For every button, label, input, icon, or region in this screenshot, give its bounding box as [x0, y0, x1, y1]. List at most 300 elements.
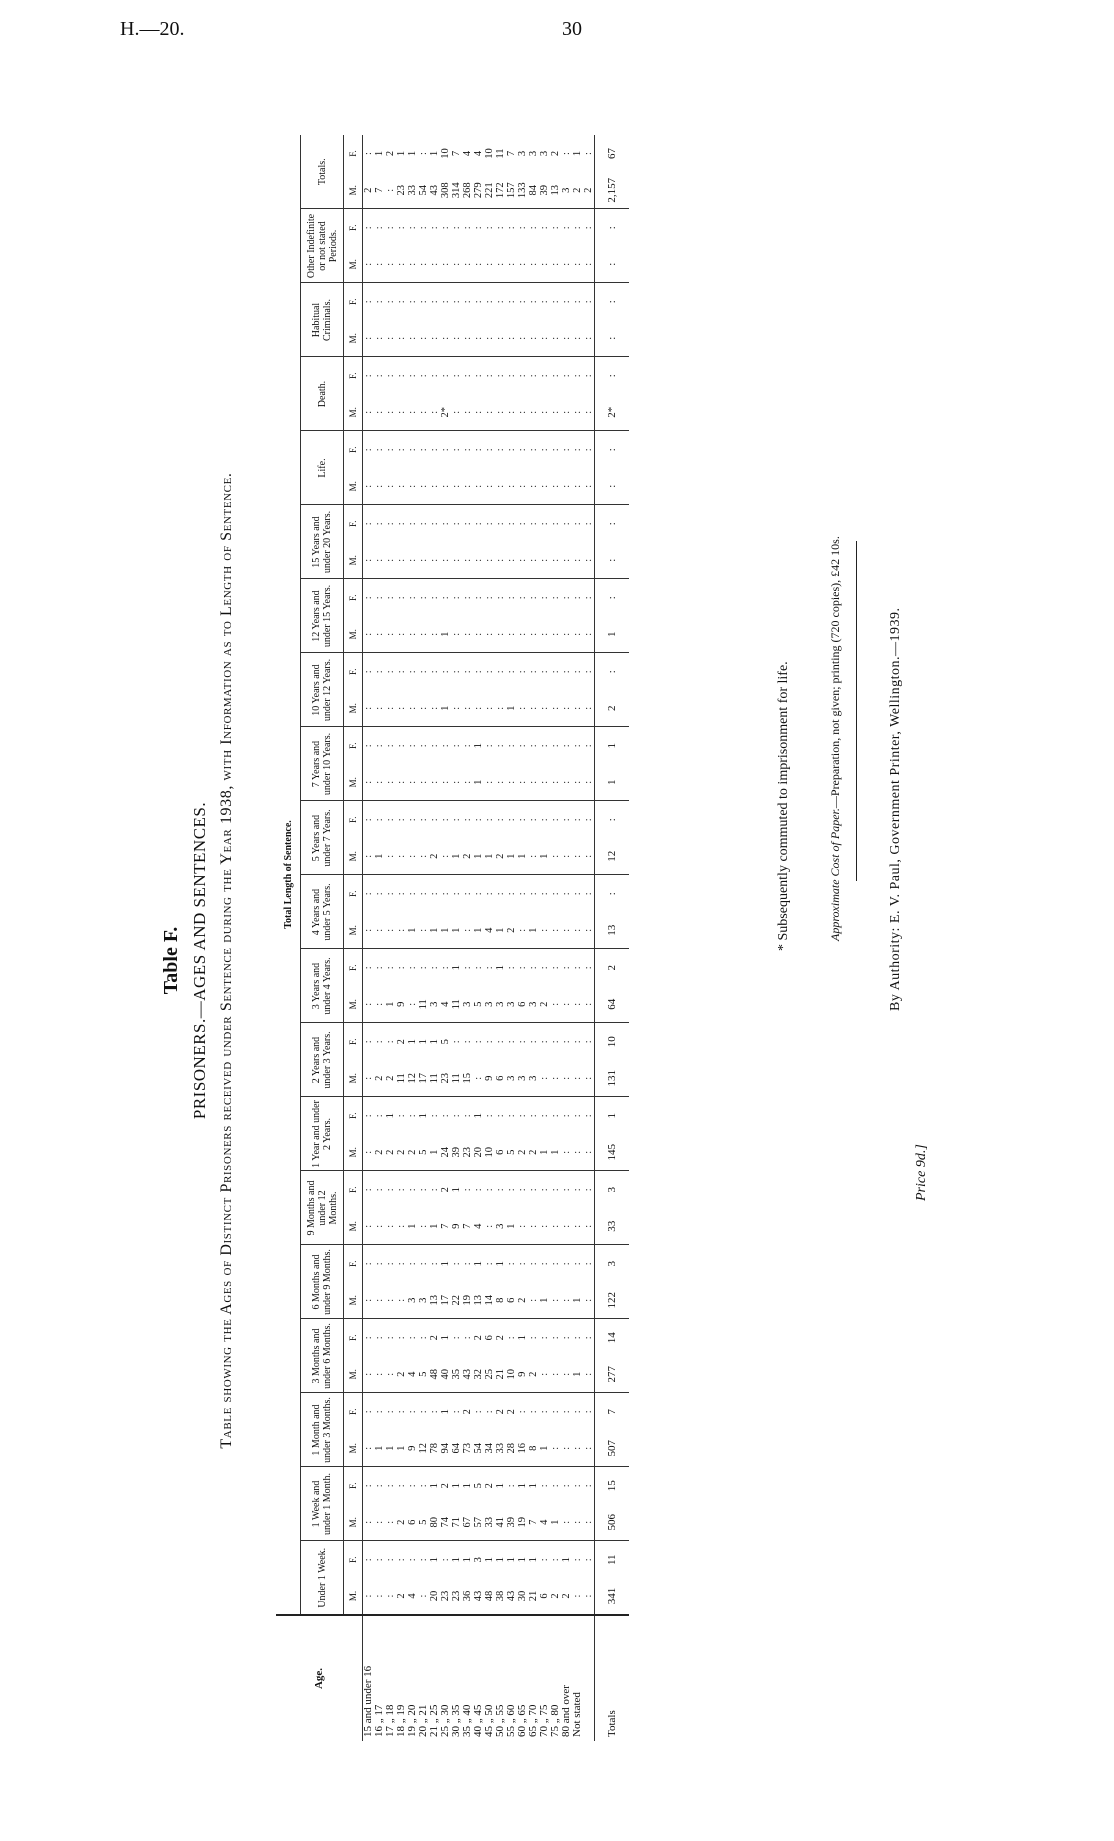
table-cell: :	[506, 1114, 517, 1118]
table-cell: 2	[506, 1409, 517, 1415]
table-cell: :	[561, 616, 572, 653]
table-cell: :	[429, 616, 440, 653]
table-cell: 3	[539, 150, 550, 157]
female-subheader: F.	[344, 209, 363, 246]
table-cell: :	[495, 1114, 506, 1118]
table-cell: :	[374, 764, 385, 801]
table-cell: 6	[484, 1335, 495, 1341]
table-cell: :	[528, 300, 539, 304]
table-cell: :	[396, 838, 407, 875]
table-cell: :	[363, 966, 374, 970]
table-cell: :	[517, 394, 528, 431]
table-cell: :	[572, 522, 583, 526]
table-cell: :	[363, 744, 374, 748]
table-cell: :	[517, 448, 528, 452]
table-cell: :	[462, 468, 473, 505]
table-cell: :	[484, 542, 495, 579]
table-cell: :	[539, 690, 550, 727]
table-cell: :	[385, 764, 396, 801]
table-cell: 23	[462, 1134, 473, 1171]
table-cell: 1	[407, 150, 418, 157]
table-cell: :	[484, 1188, 495, 1192]
table-cell: :	[550, 818, 561, 822]
table-cell: 133	[517, 172, 528, 209]
table-cell: :	[407, 246, 418, 283]
age-label: 75 „ 80	[549, 1704, 561, 1737]
table-cell: :	[473, 246, 484, 283]
group-header: 7 Years and under 10 Years.	[301, 727, 344, 801]
table-cell: :	[495, 690, 506, 727]
table-cell: 1	[517, 1335, 528, 1341]
table-row	[539, 135, 550, 1741]
totals-cell: :	[595, 801, 630, 838]
table-row	[484, 135, 495, 1741]
table-cell: 12	[407, 1060, 418, 1097]
table-cell: :	[396, 246, 407, 283]
table-cell: :	[462, 1336, 473, 1340]
table-cell: :	[572, 818, 583, 822]
table-cell: 1	[451, 1483, 462, 1489]
table-cell: 2	[440, 1483, 451, 1489]
table-cell: 1	[495, 912, 506, 949]
table-cell: :	[374, 1262, 385, 1266]
table-cell: :	[473, 966, 484, 970]
table-cell: :	[374, 374, 385, 378]
table-cell: :	[583, 246, 595, 283]
female-subheader: F.	[344, 1171, 363, 1208]
table-cell: 3	[495, 1208, 506, 1245]
table-cell: :	[407, 320, 418, 357]
table-cell: 1	[506, 1208, 517, 1245]
table-cell: :	[473, 1188, 484, 1192]
table-cell: 80	[429, 1504, 440, 1541]
table-cell: 4	[440, 986, 451, 1023]
table-cell: :	[550, 1040, 561, 1044]
table-cell: :	[451, 448, 462, 452]
table-cell: :	[528, 1208, 539, 1245]
table-cell: :	[561, 1262, 572, 1266]
page-header-reference: H.—20.	[120, 18, 185, 40]
table-cell: :	[528, 374, 539, 378]
table-row	[440, 135, 451, 1741]
table-cell: :	[429, 1188, 440, 1192]
table-cell: :	[583, 320, 595, 357]
table-cell: 7	[451, 150, 462, 157]
group-header: 2 Years and under 3 Years.	[301, 1023, 344, 1097]
table-cell: :	[539, 226, 550, 230]
table-row	[583, 135, 595, 1741]
table-cell: :	[462, 1040, 473, 1044]
table-cell: :	[407, 1558, 418, 1562]
table-cell: 24	[440, 1134, 451, 1171]
totals-cell: 145	[595, 1134, 630, 1171]
table-cell: :	[440, 1114, 451, 1118]
table-cell: :	[550, 1484, 561, 1488]
table-cell: 7	[374, 172, 385, 209]
table-cell: :	[473, 542, 484, 579]
table-cell: :	[418, 690, 429, 727]
table-cell: :	[561, 394, 572, 431]
table-cell: :	[363, 1188, 374, 1192]
table-cell: :	[495, 818, 506, 822]
table-cell: :	[440, 226, 451, 230]
table-cell: :	[583, 744, 594, 748]
table-cell: :	[418, 616, 429, 653]
table-cell: :	[451, 226, 462, 230]
table-cell: 1	[440, 1261, 451, 1267]
table-cell: 3	[418, 1282, 429, 1319]
table-cell: 2	[583, 172, 595, 209]
age-label: 19 „ 20	[406, 1704, 418, 1737]
table-cell: :	[418, 596, 429, 600]
table-cell: :	[572, 300, 583, 304]
table-cell: :	[385, 1188, 396, 1192]
female-subheader: F.	[344, 1467, 363, 1504]
table-row	[506, 135, 517, 1741]
table-cell: :	[451, 300, 462, 304]
table-cell: :	[561, 986, 572, 1023]
table-cell: 6	[517, 986, 528, 1023]
table-cell: :	[528, 1336, 539, 1340]
table-cell: 8	[528, 1430, 539, 1467]
table-cell: 1	[429, 1039, 440, 1045]
table-cell: 1	[429, 1483, 440, 1489]
totals-cell: :	[595, 875, 630, 912]
table-cell: :	[550, 448, 561, 452]
group-header: Under 1 Week.	[301, 1541, 344, 1615]
table-cell: :	[396, 744, 407, 748]
table-cell: :	[385, 300, 396, 304]
male-subheader: M.	[344, 1356, 363, 1393]
table-cell: :	[572, 764, 583, 801]
table-cell: :	[484, 818, 495, 822]
table-cell: :	[451, 818, 462, 822]
table-cell: 1	[429, 1557, 440, 1563]
table-cell: :	[583, 1060, 595, 1097]
table-cell: 3	[495, 986, 506, 1023]
table-cell: 2	[385, 150, 396, 157]
age-label: 35 „ 40	[461, 1704, 473, 1737]
table-cell: 5	[418, 1134, 429, 1171]
table-cell: :	[495, 892, 506, 896]
table-cell: :	[572, 1060, 583, 1097]
table-cell: :	[583, 300, 594, 304]
table-cell: 2	[462, 1409, 473, 1415]
table-cell: :	[517, 1188, 528, 1192]
table-cell: :	[440, 670, 451, 674]
table-cell: :	[583, 892, 594, 896]
table-cell: :	[572, 468, 583, 505]
table-cell: :	[407, 300, 418, 304]
table-cell: :	[583, 1282, 595, 1319]
table-cell: 2	[440, 1187, 451, 1193]
totals-cell: 14	[595, 1319, 630, 1356]
table-cell: :	[396, 468, 407, 505]
female-subheader: F.	[344, 579, 363, 616]
table-cell: 1	[473, 1113, 484, 1119]
table-cell: :	[407, 468, 418, 505]
table-cell: :	[385, 172, 396, 209]
table-cell: :	[583, 1430, 595, 1467]
totals-cell: 2*	[595, 394, 630, 431]
table-cell: 6	[495, 1060, 506, 1097]
table-cell: 23	[440, 1578, 451, 1615]
table-cell: :	[407, 226, 418, 230]
table-cell: :	[517, 616, 528, 653]
table-cell: 11	[451, 1060, 462, 1097]
table-cell: 3	[528, 1060, 539, 1097]
female-subheader: F.	[344, 1097, 363, 1134]
table-cell: 1	[418, 1113, 429, 1119]
table-cell: :	[583, 818, 594, 822]
table-cell: :	[363, 1430, 375, 1467]
table-row	[451, 135, 462, 1741]
table-cell: :	[429, 1114, 440, 1118]
table-cell: :	[539, 1558, 550, 1562]
page-number: 30	[562, 18, 582, 40]
table-cell: 3	[462, 986, 473, 1023]
table-cell: :	[550, 690, 561, 727]
table-cell: :	[583, 1134, 595, 1171]
table-cell: 2	[396, 1039, 407, 1045]
table-cell: 1	[539, 1134, 550, 1171]
table-cell: :	[363, 912, 375, 949]
table-cell: :	[407, 1262, 418, 1266]
table-cell: :	[407, 1410, 418, 1414]
totals-cell: :	[595, 357, 630, 394]
table-cell: :	[363, 1504, 375, 1541]
table-cell: :	[462, 764, 473, 801]
table-cell: :	[539, 966, 550, 970]
table-cell: 1	[407, 912, 418, 949]
table-cell: 20	[473, 1134, 484, 1171]
table-cell: :	[572, 1134, 583, 1171]
table-cell: :	[517, 226, 528, 230]
male-subheader: M.	[344, 394, 363, 431]
table-cell: :	[506, 1262, 517, 1266]
table-cell: :	[429, 1262, 440, 1266]
table-cell: 2	[550, 1578, 561, 1615]
table-cell: :	[583, 1336, 594, 1340]
table-cell: :	[429, 226, 440, 230]
table-cell: :	[385, 1558, 396, 1562]
table-cell: :	[583, 1208, 595, 1245]
table-cell: :	[583, 838, 595, 875]
table-cell: :	[473, 818, 484, 822]
table-cell: 1	[517, 838, 528, 875]
table-cell: :	[407, 1336, 418, 1340]
table-cell: :	[473, 374, 484, 378]
table-cell: :	[506, 522, 517, 526]
table-cell: :	[396, 690, 407, 727]
table-cell: :	[363, 616, 375, 653]
age-label: 70 „ 75	[538, 1704, 550, 1737]
table-cell: :	[440, 596, 451, 600]
table-cell: :	[462, 374, 473, 378]
table-cell: 2	[561, 1578, 572, 1615]
male-subheader: M.	[344, 1208, 363, 1245]
table-cell: 22	[451, 1282, 462, 1319]
table-cell: :	[407, 986, 418, 1023]
table-cell: 2	[495, 1409, 506, 1415]
table-cell: :	[363, 1262, 374, 1266]
table-cell: :	[583, 690, 595, 727]
table-cell: :	[550, 246, 561, 283]
table-cell: :	[418, 892, 429, 896]
age-label: 45 „ 50	[483, 1704, 495, 1737]
totals-cell: :	[595, 431, 630, 468]
table-cell: :	[484, 468, 495, 505]
table-cell: 3	[561, 172, 572, 209]
table-cell: :	[407, 542, 418, 579]
table-cell: :	[418, 374, 429, 378]
table-cell: :	[396, 892, 407, 896]
table-cell: :	[374, 912, 385, 949]
table-cell: :	[473, 690, 484, 727]
totals-cell: 2	[595, 690, 630, 727]
table-cell: :	[374, 986, 385, 1023]
table-cell: :	[572, 1558, 583, 1562]
table-cell: :	[385, 670, 396, 674]
table-cell: :	[385, 1356, 396, 1393]
table-cell: :	[363, 1060, 375, 1097]
table-cell: :	[561, 1504, 572, 1541]
table-cell: :	[407, 690, 418, 727]
table-cell: :	[462, 226, 473, 230]
totals-cell: 131	[595, 1060, 630, 1097]
table-cell: :	[572, 448, 583, 452]
table-cell: :	[561, 448, 572, 452]
table-cell: :	[418, 300, 429, 304]
table-cell: :	[462, 818, 473, 822]
table-cell: :	[539, 300, 550, 304]
table-cell: 4	[407, 1578, 418, 1615]
table-cell: :	[363, 1484, 374, 1488]
table-cell: 2	[495, 1335, 506, 1341]
age-label: 25 „ 30	[439, 1704, 451, 1737]
table-cell: :	[374, 522, 385, 526]
table-cell: 41	[495, 1504, 506, 1541]
male-subheader: M.	[344, 1060, 363, 1097]
table-cell: :	[484, 892, 495, 896]
table-cell: :	[506, 596, 517, 600]
table-cell: :	[396, 596, 407, 600]
table-cell: 6	[407, 1504, 418, 1541]
male-subheader: M.	[344, 1282, 363, 1319]
table-cell: :	[583, 1356, 595, 1393]
table-cell: 172	[495, 172, 506, 209]
table-cell: :	[385, 744, 396, 748]
group-header: 6 Months and under 9 Months.	[301, 1245, 344, 1319]
table-cell: 28	[506, 1430, 517, 1467]
table-cell: 2	[429, 838, 440, 875]
female-subheader: F.	[344, 1245, 363, 1282]
table-cell: 19	[517, 1504, 528, 1541]
totals-cell: 277	[595, 1356, 630, 1393]
table-cell: :	[407, 764, 418, 801]
table-cell: :	[550, 522, 561, 526]
table-cell: :	[561, 152, 572, 155]
table-cell: 2	[385, 1134, 396, 1171]
table-cell: :	[374, 892, 385, 896]
table-cell: :	[418, 670, 429, 674]
table-cell: 9	[396, 986, 407, 1023]
table-cell: :	[484, 246, 495, 283]
table-cell: :	[374, 542, 385, 579]
table-cell: :	[462, 892, 473, 896]
male-subheader: M.	[344, 690, 363, 727]
table-cell: :	[451, 764, 462, 801]
table-cell: :	[495, 596, 506, 600]
table-cell: :	[429, 744, 440, 748]
table-cell: :	[528, 616, 539, 653]
age-label: 40 „ 45	[472, 1704, 484, 1737]
table-cell: :	[429, 522, 440, 526]
male-subheader: M.	[344, 1504, 363, 1541]
table-cell: 3	[528, 150, 539, 157]
male-subheader: M.	[344, 1430, 363, 1467]
table-cell: 4	[407, 1356, 418, 1393]
table-cell: :	[561, 1114, 572, 1118]
table-cell: :	[385, 394, 396, 431]
table-cell: :	[462, 300, 473, 304]
table-cell: :	[539, 1060, 550, 1097]
table-cell: 2	[550, 150, 561, 157]
table-cell: :	[561, 1356, 572, 1393]
table-cell: 5	[418, 1356, 429, 1393]
table-cell: :	[451, 1336, 462, 1340]
age-column-header: Age.	[276, 1615, 363, 1741]
table-cell: :	[429, 468, 440, 505]
table-cell: :	[506, 374, 517, 378]
table-cell: :	[396, 1188, 407, 1192]
table-cell: 78	[429, 1430, 440, 1467]
table-cell: :	[363, 1134, 375, 1171]
table-cell: :	[572, 744, 583, 748]
table-cell: :	[462, 690, 473, 727]
table-cell: :	[462, 522, 473, 526]
table-cell: :	[539, 468, 550, 505]
table-cell: 5	[506, 1134, 517, 1171]
table-cell: :	[407, 1114, 418, 1118]
table-cell: 54	[473, 1430, 484, 1467]
age-label: Not stated	[571, 1692, 583, 1737]
table-cell: :	[473, 596, 484, 600]
table-cell: :	[550, 616, 561, 653]
totals-cell: :	[595, 246, 630, 283]
table-cell: :	[550, 394, 561, 431]
table-cell: :	[561, 226, 572, 230]
table-cell: :	[528, 1188, 539, 1192]
table-cell: :	[451, 616, 462, 653]
table-cell: :	[451, 670, 462, 674]
table-cell: 1	[385, 1430, 396, 1467]
table-cell: :	[429, 818, 440, 822]
totals-cell: 341	[595, 1578, 630, 1615]
age-label: 65 „ 70	[527, 1704, 539, 1737]
table-cell: :	[583, 1558, 594, 1562]
table-cell: :	[583, 374, 594, 378]
table-cell: :	[528, 818, 539, 822]
table-cell: :	[451, 892, 462, 896]
table-cell: :	[407, 596, 418, 600]
table-cell: :	[572, 1484, 583, 1488]
table-cell: :	[550, 1282, 561, 1319]
table-cell: :	[484, 670, 495, 674]
table-row	[396, 135, 407, 1741]
male-subheader: M.	[344, 1578, 363, 1615]
table-cell: :	[495, 1188, 506, 1192]
